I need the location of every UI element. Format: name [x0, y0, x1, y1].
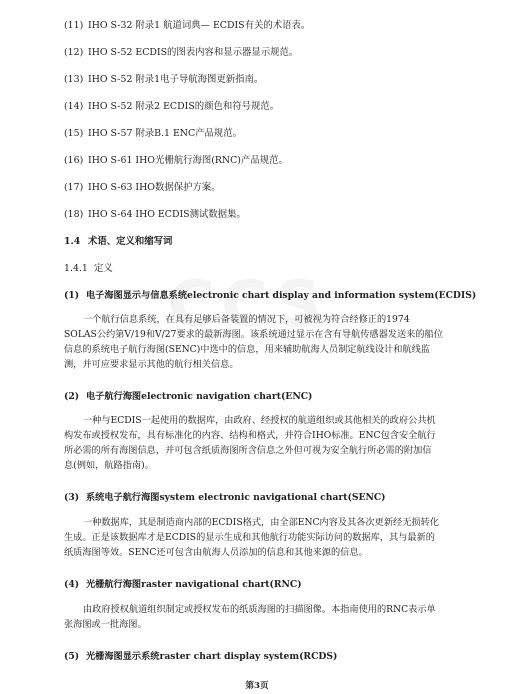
definition-line: 一个航行信息系统，在具有足够后备装置的情况下，可被视为符合经修正的1974	[83, 314, 410, 325]
term-definition	[64, 413, 460, 473]
term-number: (2)	[64, 391, 80, 402]
term-number: (1)	[64, 290, 80, 301]
definition-line: 张海图或一批海图。	[64, 619, 147, 630]
reference-number: (13)	[64, 74, 84, 85]
reference-item	[64, 98, 279, 112]
term-definition	[64, 602, 460, 632]
reference-text: IHO S-52 附录1电子导航海图更新指南。	[88, 74, 264, 85]
reference-text: IHO S-32 附录1 航道词典— ECDIS有关的术语表。	[88, 20, 311, 31]
reference-text: IHO S-52 附录2 ECDIS的颜色和符号规范。	[88, 101, 280, 112]
definition-line: 纸质海图等效。SENC还可包含由航海人员添加的信息和其他来源的信息。	[64, 547, 368, 558]
reference-number: (18)	[64, 209, 84, 220]
term-number: (3)	[64, 492, 80, 503]
reference-item	[64, 179, 221, 193]
term-name: 光栅航行海图raster navigational chart(RNC)	[86, 579, 302, 590]
definition-line: 测，并可应要求显示其他的航行相关信息。	[64, 359, 239, 370]
definition-line: 由政府授权航道组织制定或授权发布的纸质海图的扫描图像。本指南使用的RNC表示单	[83, 604, 436, 615]
term-title	[64, 388, 312, 402]
reference-item	[64, 125, 242, 139]
definition-line: 一种与ECDIS一起使用的数据库，由政府、经授权的航道组织或其他相关的政府公共机	[83, 415, 436, 426]
section-heading	[64, 233, 172, 247]
term-title	[64, 287, 476, 301]
reference-number: (14)	[64, 101, 84, 112]
reference-number: (17)	[64, 182, 84, 193]
reference-item	[64, 71, 263, 85]
definition-line: 息(例如，航路指南)。	[64, 460, 154, 471]
definition-line: 构发布或授权发布，具有标准化的内容、结构和格式，并符合IHO标准。ENC包含安全航行	[64, 430, 436, 441]
reference-number: (16)	[64, 155, 84, 166]
page-number: 第3页	[245, 681, 269, 691]
definition-line: 一种数据库，其是制造商内部的ECDIS格式，由全部ENC内容及其各次更新经无损转化	[83, 517, 439, 528]
definition-line: 生成。正是该数据库才是ECDIS的显示生成和其他航行功能实际访问的数据库，其与最新的	[64, 532, 435, 543]
reference-item	[64, 44, 298, 58]
term-name: 电子航行海图electronic navigation chart(ENC)	[86, 391, 313, 402]
reference-text: IHO S-63 IHO数据保护方案。	[88, 182, 221, 193]
section-title: 术语、定义和缩写词	[88, 236, 173, 247]
reference-item	[64, 17, 310, 31]
subsection-number: 1.4.1	[64, 263, 88, 274]
reference-number: (11)	[64, 20, 84, 31]
reference-item	[64, 152, 288, 166]
subsection-title: 定义	[94, 263, 113, 274]
term-title	[64, 489, 386, 503]
subsection-heading	[64, 260, 113, 274]
reference-number: (12)	[64, 47, 84, 58]
definition-line: SOLAS公约第V/19和V/27要求的最新海图。该系统通过显示在含有导航传感器发送来的船位	[64, 329, 443, 340]
term-name: 光栅海图显示系统raster chart display system(RCDS)	[86, 651, 338, 662]
section-number: 1.4	[64, 236, 81, 247]
term-number: (4)	[64, 579, 80, 590]
definition-line: 所必需的所有海图信息，并可包含纸质海图所含信息之外但可视为安全航行所必需的附加信	[64, 445, 432, 456]
reference-item	[64, 206, 246, 220]
term-title	[64, 648, 337, 662]
reference-text: IHO S-61 IHO光栅航行海图(RNC)产品规范。	[88, 155, 288, 166]
term-definition	[64, 312, 460, 372]
reference-number: (15)	[64, 128, 84, 139]
term-definition	[64, 515, 460, 560]
reference-text: IHO S-52 ECDIS的图表内容和显示器显示规范。	[88, 47, 299, 58]
term-number: (5)	[64, 651, 80, 662]
reference-text: IHO S-57 附录B.1 ENC产品规范。	[88, 128, 243, 139]
reference-text: IHO S-64 IHO ECDIS测试数据集。	[88, 209, 246, 220]
term-title	[64, 576, 302, 590]
term-name: 电子海图显示与信息系统electronic chart display and information system(ECDIS)	[86, 290, 477, 301]
term-name: 系统电子航行海图system electronic navigational chart(SENC)	[86, 492, 386, 503]
definition-line: 信息的系统电子航行海图(SENC)中选中的信息，用来辅助航海人员制定航线设计和航线监	[64, 344, 430, 355]
